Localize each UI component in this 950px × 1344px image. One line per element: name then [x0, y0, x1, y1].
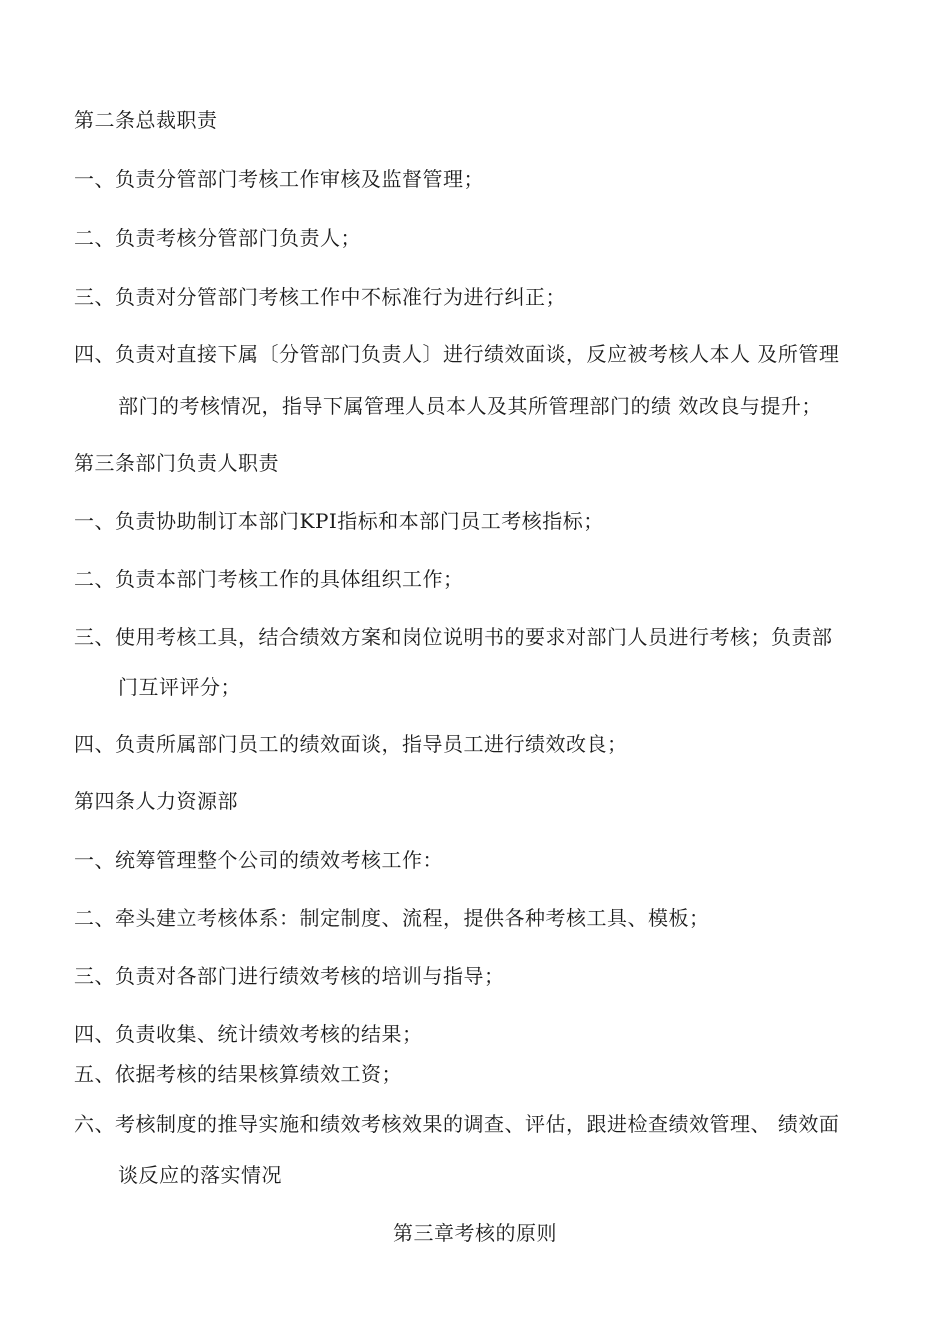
article-4-item-2: 二、牵头建立考核体系：制定制度、流程，提供各种考核工具、模板；	[74, 906, 710, 930]
article-4-item-4: 四、负责收集、统计绩效考核的结果；	[74, 1022, 423, 1046]
article-2-item-4: 四、负责对直接下属〔分管部门负责人〕进行绩效面谈，反应被考核人本人 及所管理	[74, 342, 840, 366]
article-3-item-2: 二、负责本部门考核工作的具体组织工作；	[74, 567, 464, 591]
article-2-item-4-cont: 部门的考核情况，指导下属管理人员本人及其所管理部门的绩 效改良与提升；	[118, 394, 822, 418]
article-2-item-3: 三、负责对分管部门考核工作中不标准行为进行纠正；	[74, 285, 566, 309]
article-3-item-1: 一、负责协助制订本部门KPI指标和本部门员工考核指标；	[74, 509, 604, 533]
chapter-3-title: 第三章考核的原则	[393, 1221, 557, 1245]
article-3-item-3: 三、使用考核工具，结合绩效方案和岗位说明书的要求对部门人员进行考核；负责部	[74, 625, 833, 649]
article-4-heading: 第四条人力资源部	[74, 789, 238, 813]
article-4-item-6: 六、考核制度的推导实施和绩效考核效果的调查、评估，跟进检查绩效管理、 绩效面	[74, 1112, 840, 1136]
article-4-item-1: 一、统筹管理整个公司的绩效考核工作：	[74, 848, 443, 872]
article-4-item-3: 三、负责对各部门进行绩效考核的培训与指导；	[74, 964, 505, 988]
article-3-heading: 第三条部门负责人职责	[74, 451, 279, 475]
article-3-item-4: 四、负责所属部门员工的绩效面谈，指导员工进行绩效改良；	[74, 732, 628, 756]
article-4-item-6-cont: 谈反应的落实情况	[118, 1163, 282, 1187]
article-3-item-3-cont: 门互评评分；	[118, 675, 241, 699]
article-2-item-1: 一、负责分管部门考核工作审核及监督管理；	[74, 167, 484, 191]
article-2-heading: 第二条总裁职责	[74, 108, 218, 132]
article-2-item-2: 二、负责考核分管部门负责人；	[74, 226, 361, 250]
article-4-item-5: 五、依据考核的结果核算绩效工资；	[74, 1062, 402, 1086]
